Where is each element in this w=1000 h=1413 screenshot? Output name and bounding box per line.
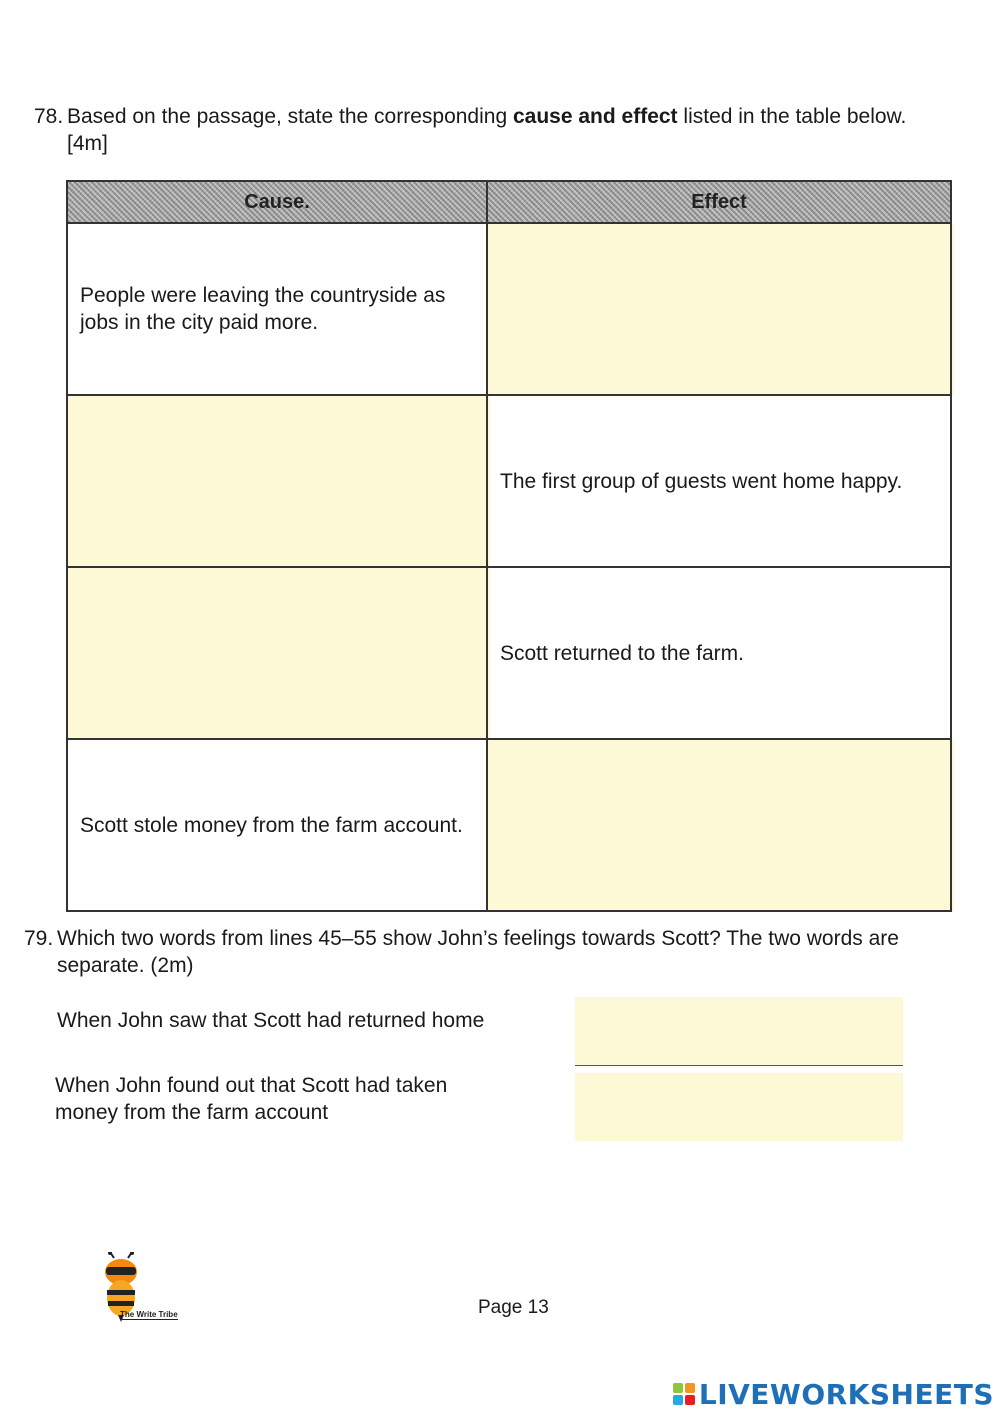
cause-cell: People were leaving the countryside as jobs in the city paid more. — [67, 223, 487, 395]
cause-answer-cell[interactable] — [67, 567, 487, 739]
effect-answer-input[interactable] — [488, 739, 954, 911]
effect-answer-input[interactable] — [488, 223, 954, 395]
effect-cell: The first group of guests went home happy. — [487, 395, 951, 567]
page-number: Page 13 — [478, 1297, 549, 1318]
question-79-prompt-1: When John saw that Scott had returned home — [57, 1009, 485, 1032]
table-row — [67, 395, 951, 567]
table-header-row — [67, 181, 951, 223]
question-78-bold: cause and effect — [512, 105, 678, 128]
logo-caption: The Write Tribe — [120, 1310, 178, 1319]
liveworksheets-brand — [673, 1377, 994, 1411]
table-row — [67, 567, 951, 739]
question-78-text: Based on the passage, state the corresponding cause and effect listed in the table below. [4m] — [67, 105, 907, 155]
question-79-number: 79. — [24, 927, 54, 950]
question-79-prompt-2: When John found out that Scott had taken money from the farm account — [55, 1074, 448, 1124]
question-79-answer-1[interactable] — [575, 997, 903, 1066]
table-row — [67, 739, 951, 911]
cause-cell: Scott stole money from the farm account. — [67, 739, 487, 911]
header-cause: Cause. — [67, 181, 487, 223]
cause-answer-input[interactable] — [68, 395, 490, 567]
question-78 — [34, 103, 934, 163]
cause-answer-cell[interactable] — [67, 395, 487, 567]
cause-effect-table — [66, 180, 952, 912]
header-effect: Effect — [487, 181, 951, 223]
question-79 — [24, 925, 954, 985]
liveworksheets-logo-icon — [673, 1383, 695, 1405]
effect-cell: Scott returned to the farm. — [487, 567, 951, 739]
cause-answer-input[interactable] — [68, 567, 490, 739]
effect-answer-cell[interactable] — [487, 739, 951, 911]
question-79-text: Which two words from lines 45–55 show John’s feelings towards Scott? The two words are separate. (2m) — [57, 927, 899, 977]
liveworksheets-text: LIVEWORKSHEETS — [698, 1377, 994, 1411]
question-78-number: 78. — [34, 105, 64, 128]
question-79-answer-2[interactable] — [575, 1073, 903, 1141]
effect-answer-cell[interactable] — [487, 223, 951, 395]
table-row — [67, 223, 951, 395]
